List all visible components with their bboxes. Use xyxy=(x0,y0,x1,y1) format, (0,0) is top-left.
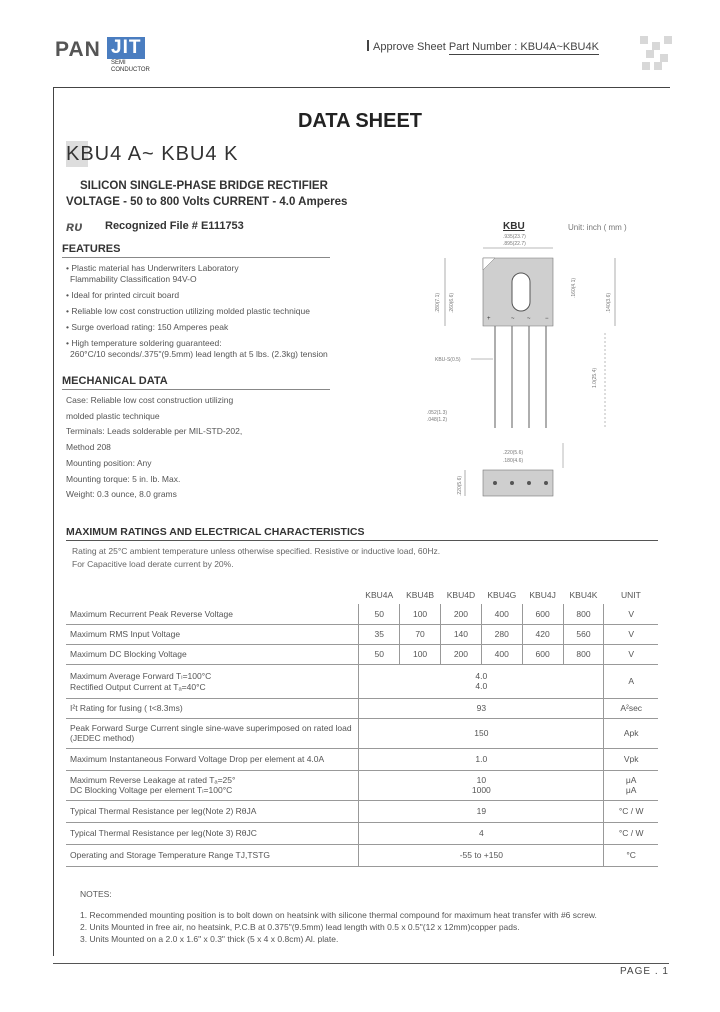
row-value: 400 xyxy=(481,604,522,624)
part-range-title xyxy=(66,143,238,166)
row-unit: μA μA xyxy=(604,770,658,800)
ratings-heading: MAXIMUM RATINGS AND ELECTRICAL CHARACTERISTICS xyxy=(66,526,658,541)
ac1-marker: ~ xyxy=(511,316,515,322)
row-param xyxy=(66,664,359,698)
mounting-hole xyxy=(512,273,530,311)
mechanical-heading: MECHANICAL DATA xyxy=(62,375,330,390)
col-header: KBU4A xyxy=(365,590,394,600)
feature-item: • Ideal for printed circuit board xyxy=(66,290,180,300)
ratings-table xyxy=(66,586,658,867)
table-row xyxy=(66,624,658,644)
unit-label: Unit: inch ( mm ) xyxy=(568,223,627,232)
note-item: 3. Units Mounted on a 2.0 x 1.6" x 0.3" thick (5 x 4 x 0.8cm) Al. plate. xyxy=(80,934,339,944)
row-value-line1: 4.0 xyxy=(475,671,488,681)
notes-heading: NOTES: xyxy=(80,889,112,899)
ac2-marker: ~ xyxy=(527,316,531,322)
table-row xyxy=(66,604,658,624)
decorative-squares-icon xyxy=(640,36,674,70)
mechanical-list xyxy=(66,393,242,503)
row-param-line2: DC Blocking Voltage per element Tₗ=100°C xyxy=(70,784,233,795)
mech-item: Mounting position: Any xyxy=(66,457,152,468)
mech-item: Case: Reliable low cost construction utilizing xyxy=(66,395,234,405)
col-header: KBU4G xyxy=(487,590,517,600)
dim-right1-text: .160(4.1) xyxy=(571,277,577,298)
table-row xyxy=(66,664,658,698)
row-param-line1: Maximum Average Forward Tₗ=100°C xyxy=(70,670,212,681)
row-value: 800 xyxy=(563,604,604,624)
row-value-merged: 150 xyxy=(359,718,604,748)
row-value-merged: 4 xyxy=(359,822,604,844)
feature-item: • High temperature soldering guaranteed: xyxy=(66,338,222,348)
minus-marker: − xyxy=(545,316,549,322)
row-unit: V xyxy=(604,604,658,624)
logo-sub-conductor: CONDUCTOR xyxy=(111,67,150,73)
footer-divider xyxy=(53,963,669,964)
dim-bot2-text: .180(4.6) xyxy=(503,458,524,464)
table-row xyxy=(66,822,658,844)
row-param: Maximum DC Blocking Voltage xyxy=(66,644,359,664)
recognized-file: Recognized File # E111753 xyxy=(105,220,244,232)
table-row xyxy=(66,770,658,800)
package-label: KBU xyxy=(503,221,525,232)
ratings-note1: Rating at 25°C ambient temperature unless otherwise specified. Resistive or inductive load, 60Hz. xyxy=(72,546,441,556)
table-row xyxy=(66,800,658,822)
row-value-line1: 10 xyxy=(476,775,487,785)
row-value: 100 xyxy=(400,644,441,664)
row-value-merged xyxy=(359,770,604,800)
bottom-lead-4 xyxy=(544,481,548,485)
row-value: 600 xyxy=(522,604,563,624)
ratings-note2: For Capacitive load derate current by 20%. xyxy=(72,559,234,569)
mech-item: Weight: 0.3 ounce, 8.0 grams xyxy=(66,489,177,500)
row-param xyxy=(66,718,359,748)
bottom-lead-3 xyxy=(527,481,531,485)
description-line2: VOLTAGE - 50 to 800 Volts CURRENT - 4.0 Amperes xyxy=(66,196,348,208)
row-param: Maximum RMS Input Voltage xyxy=(66,624,359,644)
dim-side-text: .220(5.6) xyxy=(457,475,463,496)
logo-pan-text: PAN xyxy=(55,38,101,61)
row-value: 200 xyxy=(440,604,481,624)
row-param: Maximum Recurrent Peak Reverse Voltage xyxy=(66,604,359,624)
dim-lead2-text: .048(1.2) xyxy=(427,417,448,423)
dim-lead-len-text: 1.0(25.4) xyxy=(592,367,598,388)
feature-item: 260°C/10 seconds/.375"(9.5mm) lead length at 5 lbs. (2.3kg) tension xyxy=(70,349,328,359)
row-value: 560 xyxy=(563,624,604,644)
package-diagram xyxy=(425,218,660,508)
part-number-label: Part Number : KBU4A~KBU4K xyxy=(448,41,599,53)
note-item: 1. Recommended mounting position is to bolt down on heatsink with silicone thermal compound for maximum heat transfer with #6 screw. xyxy=(80,910,597,920)
feature-item: Flammability Classification 94V-O xyxy=(70,274,197,284)
dim-right2-text: .140(3.6) xyxy=(606,292,612,313)
row-value-line2: 4.0 xyxy=(475,681,488,691)
row-param: I²t Rating for fusing ( t<8.3ms) xyxy=(66,698,359,718)
mech-item: Method 208 xyxy=(66,442,111,453)
row-value: 420 xyxy=(522,624,563,644)
row-param: Maximum Instantaneous Forward Voltage Drop per element at 4.0A xyxy=(66,748,359,770)
row-unit: V xyxy=(604,644,658,664)
row-value: 100 xyxy=(400,604,441,624)
row-value-merged: 93 xyxy=(359,698,604,718)
table-row xyxy=(66,644,658,664)
dim-lead1-text: .052(1.3) xyxy=(427,410,448,416)
part-range-text: KBU4 A~ KBU4 K xyxy=(66,143,239,165)
col-header: KBU4J xyxy=(529,590,556,600)
description-line1: SILICON SINGLE-PHASE BRIDGE RECTIFIER xyxy=(80,180,328,192)
row-param-line2: Rectified Output Current at Tₐ=40°C xyxy=(70,681,206,692)
dim-left1-text: .280(7.1) xyxy=(435,292,441,313)
dim-body-text: KBU-S(0.5) xyxy=(435,357,461,363)
row-value-merged: -55 to +150 xyxy=(359,844,604,866)
row-unit: A xyxy=(604,664,658,698)
col-header: KBU4D xyxy=(446,590,476,600)
features-heading: FEATURES xyxy=(62,243,330,258)
row-value-merged: 1.0 xyxy=(359,748,604,770)
feature-item: • Surge overload rating: 150 Amperes peak xyxy=(66,322,229,332)
notes-list xyxy=(80,909,597,945)
row-unit: V xyxy=(604,624,658,644)
ul-logo-icon: ʀᴜ xyxy=(66,218,83,234)
page-title: DATA SHEET xyxy=(297,110,423,132)
row-value: 140 xyxy=(440,624,481,644)
row-value: 35 xyxy=(359,624,400,644)
panjit-logo xyxy=(55,34,155,79)
row-param xyxy=(66,770,359,800)
approve-label: Approve Sheet xyxy=(373,41,446,53)
header-bar xyxy=(367,40,369,51)
row-value: 400 xyxy=(481,644,522,664)
table-row xyxy=(66,718,658,748)
row-param-line1: Peak Forward Surge Current single sine-wave superimposed on rated load xyxy=(70,723,352,733)
col-header: KBU4B xyxy=(406,590,434,600)
header-blank xyxy=(66,586,359,604)
row-param: Typical Thermal Resistance per leg(Note 3) RθJC xyxy=(66,822,359,844)
table-header-row xyxy=(66,586,658,604)
row-unit: °C / W xyxy=(604,800,658,822)
row-unit: Vpk xyxy=(604,748,658,770)
row-value: 50 xyxy=(359,644,400,664)
row-unit: Apk xyxy=(604,718,658,748)
dim-top2-text: .895(22.7) xyxy=(503,241,526,247)
row-unit: A²sec xyxy=(604,698,658,718)
mech-item: Mounting torque: 5 in. lb. Max. xyxy=(66,473,181,484)
col-header-unit: UNIT xyxy=(621,590,641,600)
plus-marker: + xyxy=(487,316,491,322)
row-param: Typical Thermal Resistance per leg(Note 2) RθJA xyxy=(66,800,359,822)
table-row xyxy=(66,698,658,718)
row-param-line1: Maximum Reverse Leakage at rated Tₐ=25° xyxy=(70,774,236,785)
table-row xyxy=(66,844,658,866)
bottom-lead-1 xyxy=(493,481,497,485)
row-unit: °C xyxy=(604,844,658,866)
features-list xyxy=(66,263,328,365)
row-value: 800 xyxy=(563,644,604,664)
row-param: Operating and Storage Temperature Range TJ,TSTG xyxy=(66,844,359,866)
feature-item: • Plastic material has Underwriters Laboratory xyxy=(66,263,239,273)
logo-sub-semi: SEMI xyxy=(111,60,126,66)
row-value: 70 xyxy=(400,624,441,644)
page-number: PAGE . 1 xyxy=(620,966,669,977)
col-header: KBU4K xyxy=(569,590,598,600)
row-value-line2: 1000 xyxy=(471,785,491,795)
row-param-line2: (JEDEC method) xyxy=(70,733,135,743)
approve-sheet-header xyxy=(367,40,599,53)
mech-item: Terminals: Leads solderable per MIL-STD-202, xyxy=(66,426,243,437)
feature-item: • Reliable low cost construction utilizing molded plastic technique xyxy=(66,306,310,316)
row-unit: °C / W xyxy=(604,822,658,844)
row-value-merged xyxy=(359,664,604,698)
note-item: 2. Units Mounted in free air, no heatsink, P.C.B at 0.375"(9.5mm) lead length with 0.5 x 0.5"(12 x 12mm)copper pads. xyxy=(80,922,520,932)
bottom-lead-2 xyxy=(510,481,514,485)
row-value-merged: 19 xyxy=(359,800,604,822)
row-value: 280 xyxy=(481,624,522,644)
dim-left2-text: .260(6.6) xyxy=(449,292,455,313)
row-value: 200 xyxy=(440,644,481,664)
dim-bot1-text: .220(5.6) xyxy=(503,450,524,456)
logo-jit-text: JIT xyxy=(107,37,145,59)
table-row xyxy=(66,748,658,770)
mech-item: molded plastic technique xyxy=(66,410,160,421)
dim-top-text: .935(23.7) xyxy=(503,234,526,240)
logo-subtitle xyxy=(111,60,150,74)
row-value: 50 xyxy=(359,604,400,624)
row-value: 600 xyxy=(522,644,563,664)
